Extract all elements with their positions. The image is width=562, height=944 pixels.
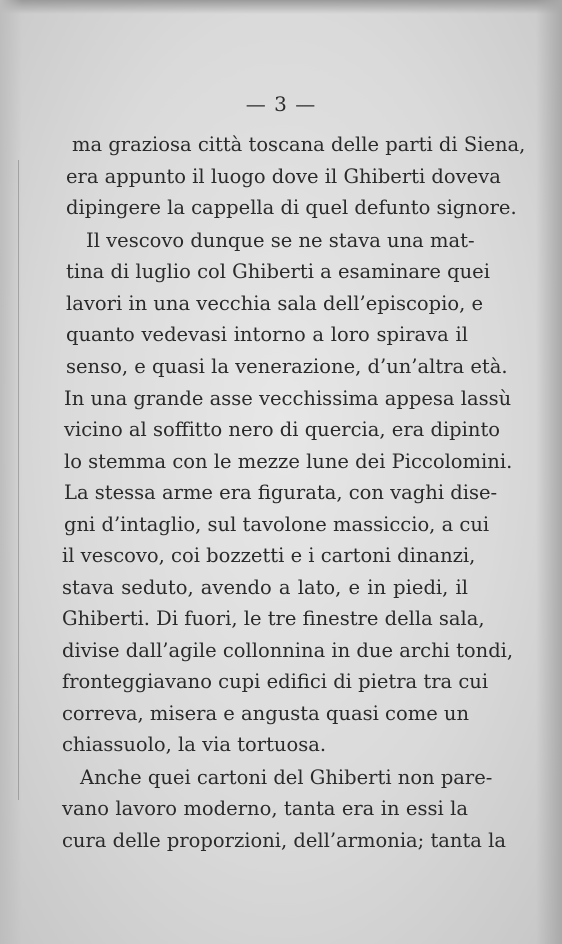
text-line: ma graziosa città toscana delle parti di Siena,	[72, 133, 526, 156]
text-line: lavori in una vecchia sala dell’episcopio, e	[66, 292, 484, 315]
text-line: divise dall’agile collonnina in due archi tondi,	[62, 639, 514, 662]
text-line: dipingere la cappella di quel defunto signore.	[66, 196, 517, 219]
text-line: tina di luglio col Ghiberti a esaminare quei	[66, 260, 490, 283]
text-line: gni d’intaglio, sul tavolone massiccio, a cui	[64, 513, 490, 536]
page-fold-line	[18, 160, 19, 800]
text-line: vano lavoro moderno, tanta era in essi la	[62, 797, 468, 820]
text-line: Il vescovo dunque se ne stava una mat-	[86, 229, 475, 252]
text-line: Anche quei cartoni del Ghiberti non pare-	[80, 766, 493, 789]
page-number: — 3 —	[245, 92, 317, 116]
text-line: quanto vedevasi intorno a loro spirava il	[66, 323, 468, 346]
text-line: stava seduto, avendo a lato, e in piedi, il	[62, 576, 468, 599]
text-line: vicino al soffitto nero di quercia, era dipinto	[64, 418, 501, 441]
text-line: fronteggiavano cupi edifici di pietra tra cui	[62, 670, 489, 693]
text-line: lo stemma con le mezze lune dei Piccolomini.	[64, 450, 513, 473]
page-top-shadow	[0, 0, 562, 14]
page-right-shadow	[536, 0, 562, 944]
text-line: era appunto il luogo dove il Ghiberti doveva	[66, 165, 501, 188]
text-line: il vescovo, coi bozzetti e i cartoni dinanzi,	[62, 544, 476, 567]
text-line: correva, misera e angusta quasi come un	[62, 702, 470, 725]
text-line: La stessa arme era figurata, con vaghi dise-	[64, 481, 498, 504]
text-line: In una grande asse vecchissima appesa lassù	[64, 387, 512, 410]
text-line: chiassuolo, la via tortuosa.	[62, 733, 327, 756]
text-line: cura delle proporzioni, dell’armonia; tanta la	[62, 829, 506, 852]
text-line: Ghiberti. Di fuori, le tre finestre della sala,	[62, 607, 485, 630]
text-line: senso, e quasi la venerazione, d’un’altra età.	[66, 355, 508, 378]
